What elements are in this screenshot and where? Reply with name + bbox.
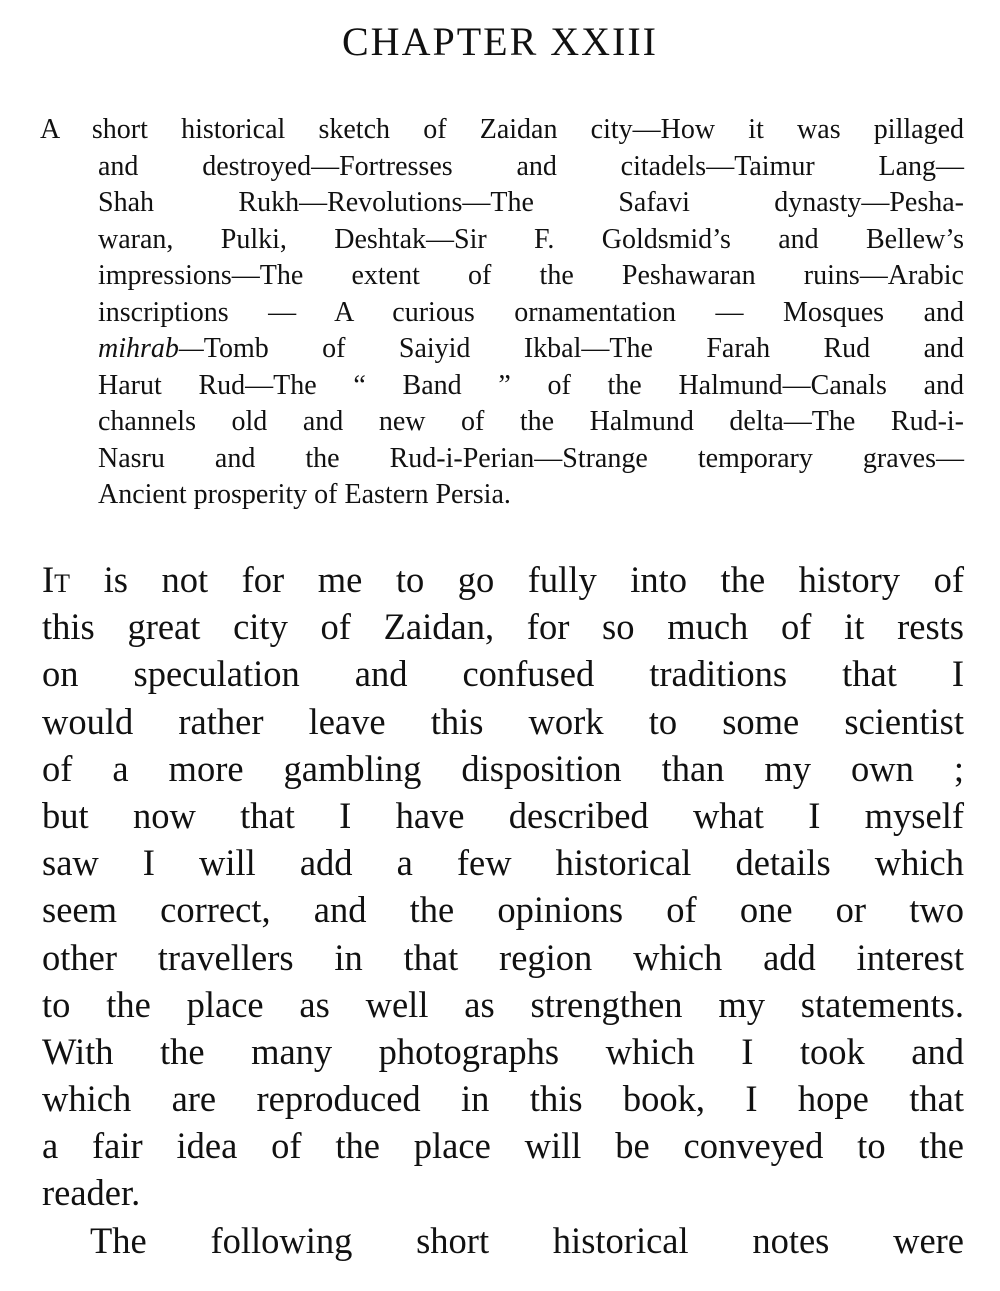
- body-line: other travellers in that region which add interest: [42, 936, 964, 978]
- body-line: but now that I have described what I myself: [42, 794, 964, 836]
- body-line: The following short historical notes were: [90, 1219, 964, 1261]
- synopsis-line: inscriptions — A curious ornamentation — Mosques and: [98, 296, 964, 328]
- chapter-synopsis: [40, 112, 964, 514]
- synopsis-line-mihrab: [40, 331, 964, 368]
- synopsis-line: Harut Rud—The “ Band ” of the Halmund—Canals and: [98, 369, 964, 401]
- synopsis-line: A short historical sketch of Zaidan city—How it was pillaged: [40, 114, 964, 145]
- synopsis-line: Nasru and the Rud-i-Perian—Strange temporary graves—: [98, 442, 964, 474]
- synopsis-line: and destroyed—Fortresses and citadels—Taimur Lang—: [98, 150, 964, 182]
- body-text: [42, 556, 964, 1264]
- body-line: which are reproduced in this book, I hope that: [42, 1078, 964, 1120]
- synopsis-line: Shah Rukh—Revolutions—The Safavi dynasty—Pesha-: [98, 187, 964, 218]
- synopsis-line: impressions—The extent of the Peshawaran ruins—Arabic: [98, 260, 964, 291]
- body-line: of a more gambling disposition than my own ;: [42, 747, 964, 789]
- body-line-text: is not for me to go fully into the history of: [70, 559, 964, 600]
- body-line: seem correct, and the opinions of one or two: [42, 889, 964, 931]
- dropcap-word: It: [42, 559, 71, 600]
- body-line: reader.: [42, 1172, 141, 1214]
- body-line: With the many photographs which I took and: [42, 1030, 964, 1072]
- synopsis-italic-word: mihrab—: [98, 333, 204, 364]
- synopsis-line: channels old and new of the Halmund delta—The Rud-i-: [98, 406, 964, 437]
- body-line-first: [42, 556, 964, 603]
- synopsis-line-text: Tomb of Saiyid Ikbal—The Farah Rud and: [203, 333, 964, 364]
- synopsis-line: Ancient prosperity of Eastern Persia.: [98, 479, 511, 510]
- body-line: saw I will add a few historical details which: [42, 842, 964, 884]
- body-line: to the place as well as strengthen my statements.: [42, 983, 964, 1025]
- chapter-title: CHAPTER XXIII: [342, 19, 658, 64]
- body-line: a fair idea of the place will be conveyed to the: [42, 1125, 964, 1167]
- body-line: on speculation and confused traditions that I: [42, 653, 964, 695]
- body-line: would rather leave this work to some scientist: [42, 700, 964, 742]
- body-line: this great city of Zaidan, for so much of it rests: [42, 606, 964, 648]
- synopsis-line: waran, Pulki, Deshtak—Sir F. Goldsmid’s and Bellew’s: [98, 223, 964, 255]
